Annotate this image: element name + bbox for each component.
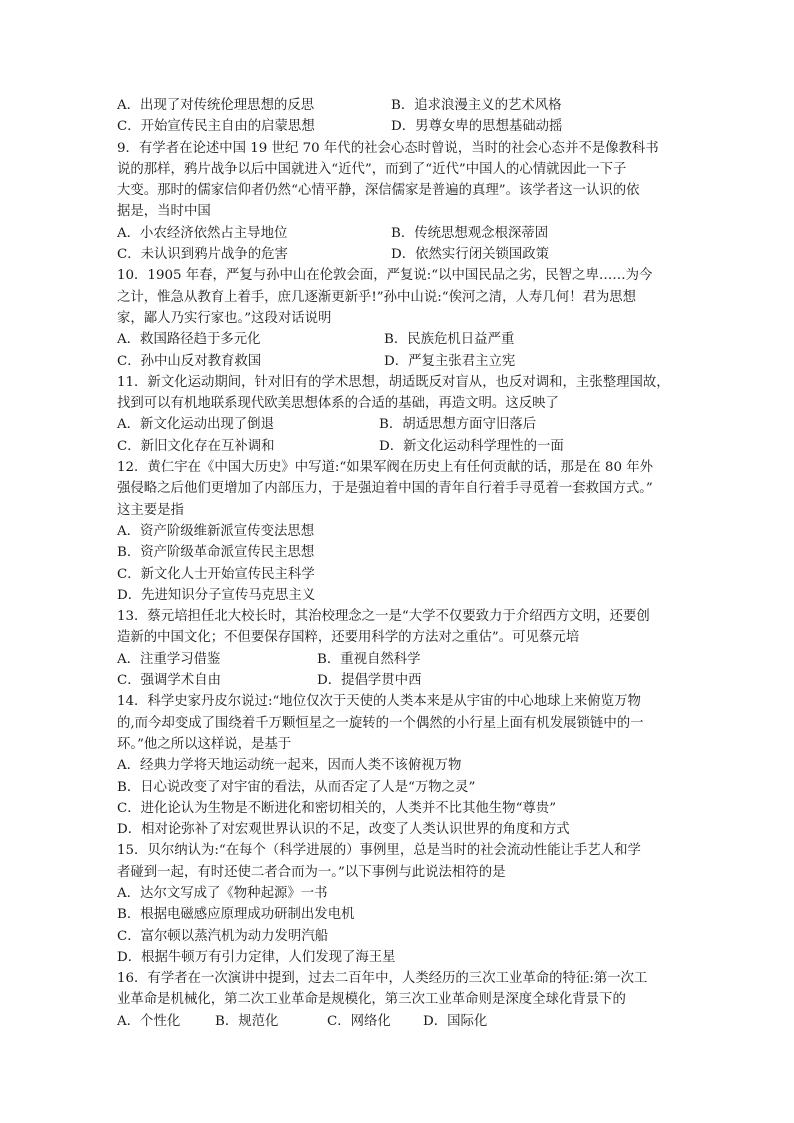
q13-stem-line: 造新的中国文化；不但要保存国粹，还要用科学的方法对之重估”。可见蔡元培	[117, 630, 580, 646]
q10-stem-line: 家，鄙人乃实行家也。”这段对话说明	[117, 310, 332, 326]
q12-option-b: B．资产阶级革命派宣传民主思想	[117, 545, 315, 561]
q9-options-row-2	[117, 244, 677, 265]
q11-stem-line: 11．新文化运动期间，针对旧有的学术思想，胡适既反对盲从，也反对调和，主张整理国故，	[117, 374, 670, 390]
q11-options-row-1	[117, 414, 677, 435]
q8-option-c: C．开始宣传民主自由的启蒙思想	[117, 119, 315, 135]
q9-option-b: B．传统思想观念根深蒂固	[391, 225, 549, 241]
q13-option-b: B．重视自然科学	[317, 651, 421, 667]
q14-option-c: C．进化论认为生物是不断进化和密切相关的，人类并不比其他生物“尊贵”	[117, 800, 557, 816]
q10-stem-line: 10．1905 年春，严复与孙中山在伦敦会面，严复说:“以中国民品之劣，民智之卑……为今	[117, 268, 653, 284]
q10-option-b: B．民族危机日益严重	[384, 332, 515, 348]
q9-stem-line: 据是，当时中国	[117, 204, 211, 220]
q16-option-a: A．个性化	[117, 1013, 181, 1029]
q14-option-d: D．相对论弥补了对宏观世界认识的不足，改变了人类认识世界的角度和方式	[117, 822, 570, 838]
q8-options-row-2	[117, 116, 677, 137]
q16-option-c: C．网络化	[327, 1013, 391, 1029]
q13-options-row-2	[117, 670, 677, 691]
q12-option-c: C．新文化人士开始宣传民主科学	[117, 566, 315, 582]
q14-option-a: A．经典力学将天地运动统一起来，因而人类不该俯视万物	[117, 758, 462, 774]
q16-options-row	[117, 1011, 677, 1032]
q11-stem-line: 找到可以有机地联系现代欧美思想体系的合适的基础，再造文明。这反映了	[117, 396, 559, 412]
q14-stem-line: 环。”他之所以这样说，是基于	[117, 736, 292, 752]
q13-stem-line: 13．蔡元培担任北大校长时，其治校理念之一是“大学不仅要致力于介绍西方文明，还要创	[117, 609, 650, 625]
q11-option-b: B．胡适思想方面守旧落后	[379, 417, 537, 433]
q14-stem-line: 14．科学史家丹皮尔说过:“地位仅次于天使的人类本来是从宇宙的中心地球上来俯览万物	[117, 694, 641, 710]
q15-stem-line: 15．贝尔纳认为:“在每个（科学进展的）事例里，总是当时的社会流动性能让手艺人和学	[117, 843, 641, 859]
q13-options-row-1	[117, 649, 677, 670]
q13-option-a: A．注重学习借鉴	[117, 651, 221, 667]
q9-options-row-1	[117, 223, 677, 244]
q11-options-row-2	[117, 436, 677, 457]
q10-options-row-2	[117, 351, 677, 372]
q11-option-c: C．新旧文化存在互补调和	[117, 438, 275, 454]
q10-option-a: A．救国路径趋于多元化	[117, 332, 261, 348]
q12-stem-line: 这主要是指	[117, 502, 184, 518]
q15-option-d: D．根据牛顿万有引力定律，人们发现了海王星	[117, 949, 396, 965]
q10-options-row-1	[117, 329, 677, 350]
q13-option-d: D．提倡学贯中西	[317, 673, 422, 689]
q14-option-b: B．日心说改变了对宇宙的看法，从而否定了人是“万物之灵”	[117, 779, 476, 795]
q12-option-a: A．资产阶级维新派宣传变法思想	[117, 523, 315, 539]
q12-stem-line: 强侵略之后他们更增加了内部压力，于是强迫着中国的青年自行着手寻觅着一套救国方式。”	[117, 481, 653, 497]
q11-option-d: D．新文化运动科学理性的一面	[379, 438, 564, 454]
q9-option-c: C．未认识到鸦片战争的危害	[117, 247, 288, 263]
q8-option-a: A．出现了对传统伦理思想的反思	[117, 98, 315, 113]
q15-option-b: B．根据电磁感应原理成功研制出发电机	[117, 907, 355, 923]
q14-stem-line: 的,而今却变成了围绕着千万颗恒星之一旋转的一个偶然的小行星上面有机发展锁链中的一	[117, 715, 644, 731]
q9-option-a: A．小农经济依然占主导地位	[117, 225, 288, 241]
q8-options-row-1	[117, 95, 677, 116]
q10-option-c: C．孙中山反对教育救国	[117, 353, 262, 369]
q13-option-c: C．强调学术自由	[117, 673, 221, 689]
q11-option-a: A．新文化运动出现了倒退	[117, 417, 274, 433]
q16-option-d: D．国际化	[423, 1013, 488, 1029]
q9-stem-line: 大变。那时的儒家信仰者仍然“心情平静，深信儒家是普遍的真理”。该学者这一认识的依	[117, 183, 640, 199]
q8-option-d: D．男尊女卑的思想基础动摇	[391, 119, 563, 135]
q10-option-d: D．严复主张君主立宪	[384, 353, 516, 369]
q16-stem-line: 业革命是机械化，第二次工业革命是规模化，第三次工业革命则是深度全球化背景下的	[117, 992, 626, 1008]
q16-stem-line: 16．有学者在一次演讲中提到，过去二百年中，人类经历的三次工业革命的特征:第一次工	[117, 971, 648, 987]
q12-option-d: D．先进知识分子宣传马克思主义	[117, 587, 316, 603]
q12-stem-line: 12．黄仁宇在《中国大历史》中写道:“如果军阀在历史上有任何贡献的话，那是在 80 年外	[117, 460, 654, 476]
q9-stem-line: 9．有学者在论述中国 19 世纪 70 年代的社会心态时曾说，当时的社会心态并不是像教科书	[117, 140, 659, 156]
q9-option-d: D．依然实行闭关锁国政策	[391, 247, 550, 263]
exam-page	[117, 95, 677, 1032]
q15-stem-line: 者碰到一起，有时还使二者合而为一。”以下事例与此说法相符的是	[117, 864, 506, 880]
q15-option-a: A．达尔文写成了《物种起源》一书	[117, 885, 328, 901]
q15-option-c: C．富尔顿以蒸汽机为动力发明汽船	[117, 928, 329, 944]
q10-stem-line: 之计，惟急从教育上着手，庶几逐渐更新乎!”孙中山说:“俟河之清，人寿几何！君为思想	[117, 289, 637, 305]
q16-option-b: B．规范化	[215, 1013, 279, 1029]
q8-option-b: B．追求浪漫主义的艺术风格	[391, 98, 562, 113]
q9-stem-line: 说的那样，鸦片战争以后中国就进入“近代”，而到了“近代”中国人的心情就因此一下子	[117, 161, 627, 177]
